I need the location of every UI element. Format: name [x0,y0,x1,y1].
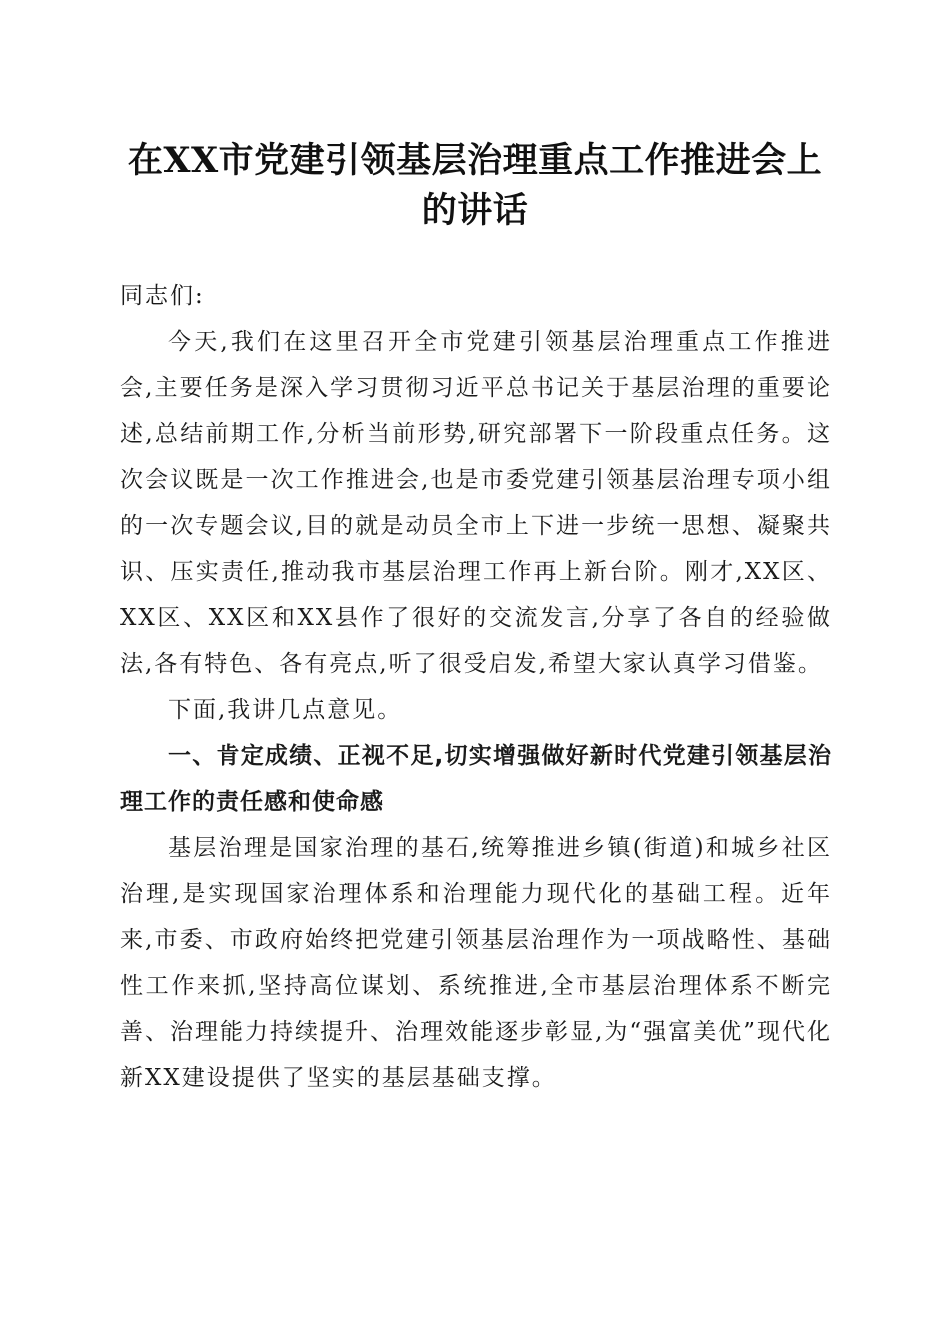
title-line-2: 的讲话 [421,190,529,231]
paragraph-opening: 今天,我们在这里召开全市党建引领基层治理重点工作推进会,主要任务是深入学习贯彻习近平总书记关于基层治理的重要论述,总结前期工作,分析当前形势,研究部署下一阶段重点任务。这次会议既是一次工作推进会,也是市委党建引领基层治理专项小组的一次专题会议,目的就是动员全市上下进一步统一思想、凝聚共识、压实责任,推动我市基层治理工作再上新台阶。刚才,XX区、XX区、XX区和XX县作了很好的交流发言,分享了各自的经验做法,各有特色、各有亮点,听了很受启发,希望大家认真学习借鉴。 [120,329,832,677]
section-paragraph: 基层治理是国家治理的基石,统筹推进乡镇(街道)和城乡社区治理,是实现国家治理体系和治理能力现代化的基础工程。近年来,市委、市政府始终把党建引领基层治理作为一项战略性、基础性工作来抓,坚持高位谋划、系统推进,全市基层治理体系不断完善、治理能力持续提升、治理效能逐步彰显,为“强富美优”现代化新XX建设提供了坚实的基层基础支撑。 [120,835,832,1091]
document-title [100,136,850,236]
salutation: 同志们: [120,283,205,309]
section-heading: 一、肯定成绩、正视不足,切实增强做好新时代党建引领基层治理工作的责任感和使命感 [120,743,832,815]
document-body [120,273,832,1101]
paragraph-transition: 下面,我讲几点意见。 [168,697,403,723]
title-line-1: 在XX市党建引领基层治理重点工作推进会上 [127,140,823,181]
